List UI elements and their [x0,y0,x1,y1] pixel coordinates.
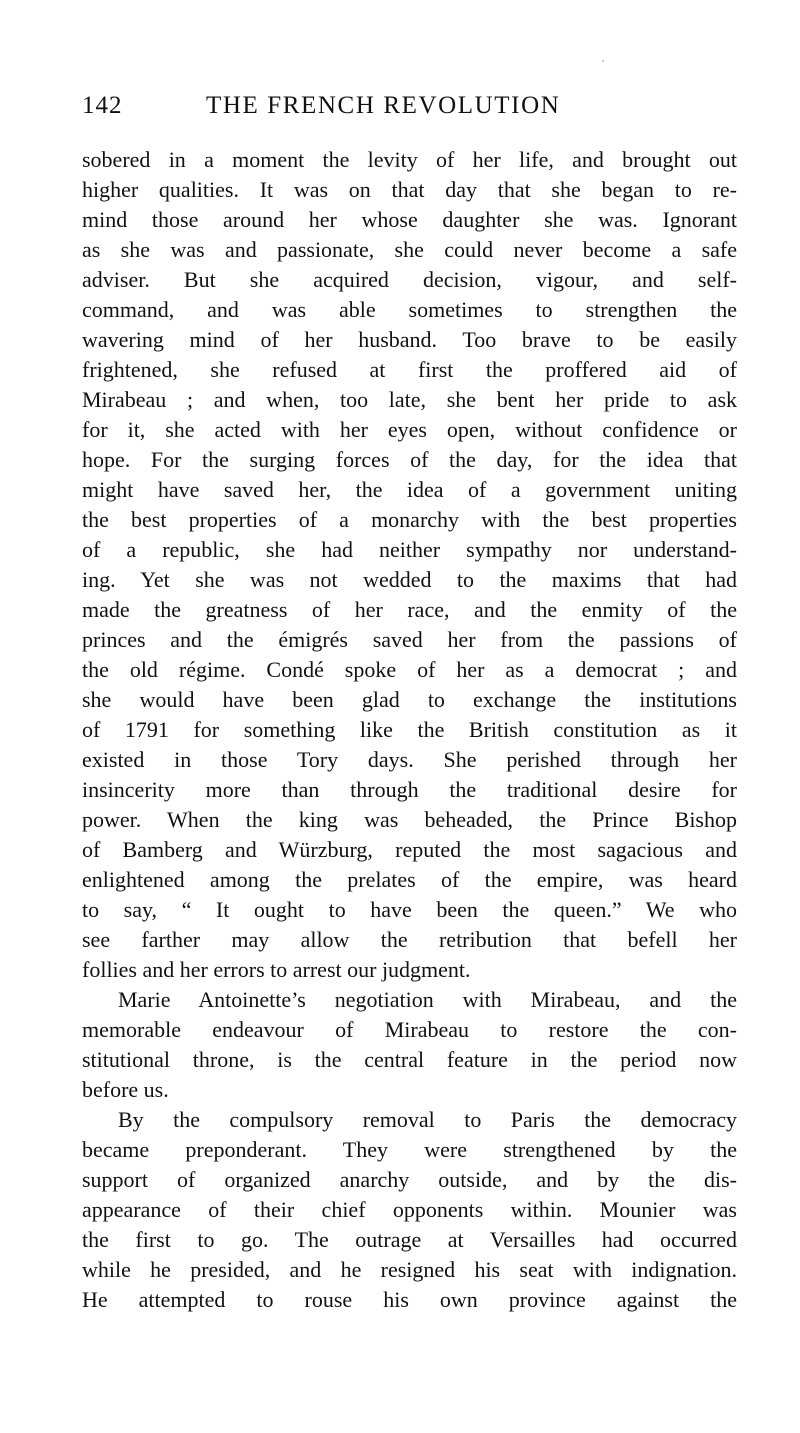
text-line: Marie Antoinette’s negotiation with Mirabeau, and the [118,987,737,1012]
text-line: might have saved her, the idea of a government uniting [82,477,737,502]
text-line: appearance of their chief opponents within. Mounier was [82,1197,737,1222]
text-line: the first to go. The outrage at Versailles had occurred [82,1227,737,1252]
text-line: command, and was able sometimes to strengthen the [82,297,737,322]
text-line: existed in those Tory days. She perished through her [82,747,737,772]
text-line: princes and the émigrés saved her from the passions of [82,627,737,652]
text-line: support of organized anarchy outside, and by the dis- [82,1167,737,1192]
running-title: THE FRENCH REVOLUTION [206,92,561,119]
text-line: the old régime. Condé spoke of her as a democrat ; and [82,657,737,682]
page-number: 142 [82,92,123,119]
text-line: the best properties of a monarchy with the best properties [82,507,737,532]
text-line: adviser. But she acquired decision, vigour, and self- [82,267,737,292]
text-line: hope. For the surging forces of the day, for the idea that [82,447,737,472]
text-line: stitutional throne, is the central feature in the period now [82,1047,737,1072]
body-text [82,145,737,1315]
text-line: of Bamberg and Würzburg, reputed the most sagacious and [82,837,737,862]
text-line: frightened, she refused at first the proffered aid of [82,357,737,382]
running-head [82,92,622,128]
text-line: wavering mind of her husband. Too brave to be easily [82,327,737,352]
text-line: of a republic, she had neither sympathy nor understand- [82,537,737,562]
text-line: memorable endeavour of Mirabeau to restore the con- [82,1017,737,1042]
text-line: mind those around her whose daughter she was. Ignorant [82,207,737,232]
paragraph-3 [82,1105,737,1315]
text-line: became preponderant. They were strengthened by the [82,1137,737,1162]
text-line: follies and her errors to arrest our judgment. [82,957,471,982]
text-line: ing. Yet she was not wedded to the maxims that had [82,567,737,592]
text-line: By the compulsory removal to Paris the democracy [118,1107,737,1132]
text-line: enlightened among the prelates of the empire, was heard [82,867,737,892]
text-line: for it, she acted with her eyes open, without confidence or [82,417,737,442]
paragraph-1 [82,145,737,985]
text-line: Mirabeau ; and when, too late, she bent her pride to ask [82,387,737,412]
text-line: sobered in a moment the levity of her life, and brought out [82,147,737,172]
text-line: He attempted to rouse his own province against the [82,1287,737,1312]
text-line: higher qualities. It was on that day that she began to re- [82,177,737,202]
text-line: made the greatness of her race, and the enmity of the [82,597,737,622]
text-line: insincerity more than through the traditional desire for [82,777,737,802]
text-line: to say, “ It ought to have been the queen.” We who [82,897,737,922]
text-line: as she was and passionate, she could never become a safe [82,237,737,262]
text-line: of 1791 for something like the British constitution as it [82,717,737,742]
text-line: power. When the king was beheaded, the Prince Bishop [82,807,737,832]
text-line: while he presided, and he resigned his seat with indignation. [82,1257,737,1282]
paper-speck [602,60,604,62]
text-line: she would have been glad to exchange the institutions [82,687,737,712]
paragraph-2 [82,985,737,1105]
text-line: see farther may allow the retribution that befell her [82,927,737,952]
text-line: before us. [82,1077,169,1102]
